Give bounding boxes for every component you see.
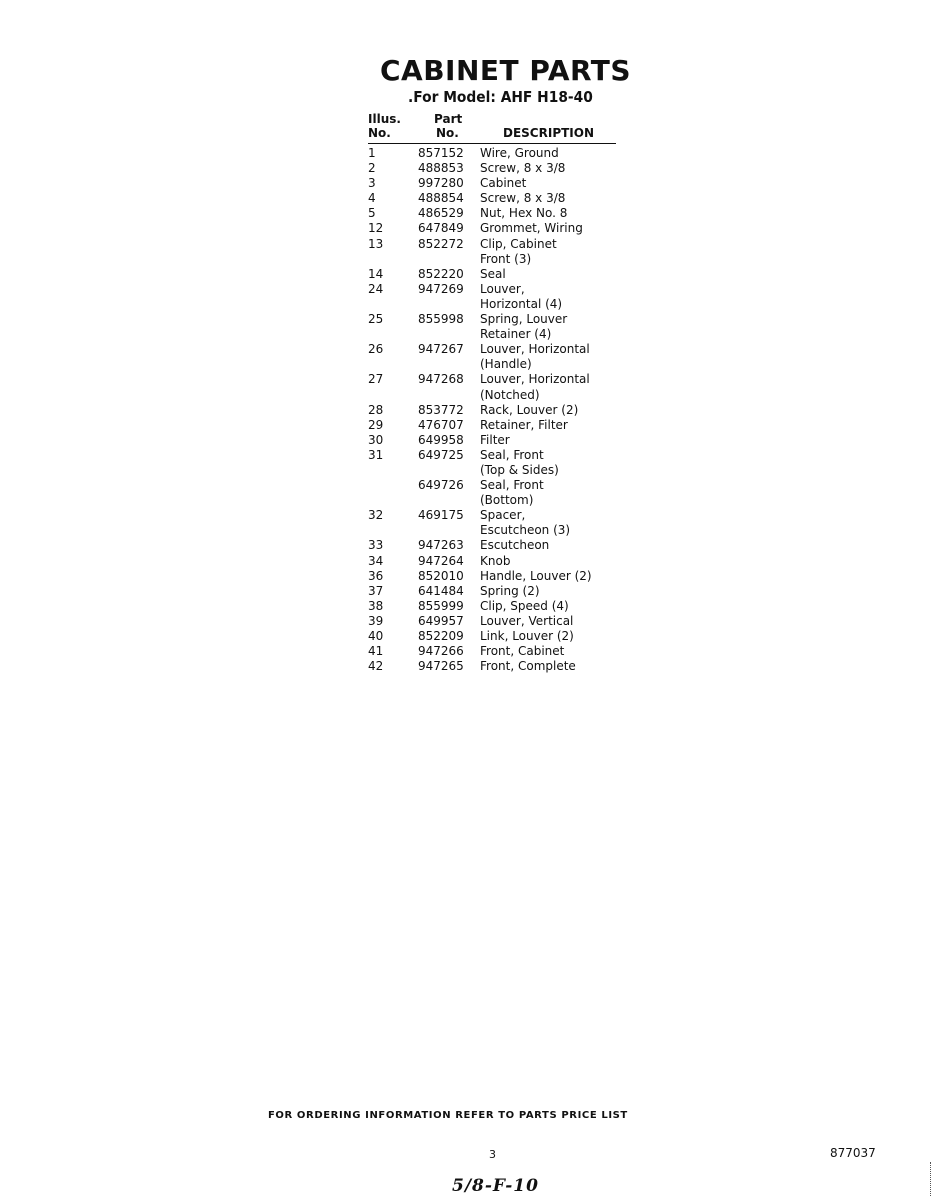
illus-number: 36	[368, 568, 384, 583]
parts-row	[368, 554, 618, 569]
parts-row	[368, 267, 618, 282]
parts-row	[368, 312, 618, 342]
part-description: Front, Complete	[480, 659, 576, 674]
column-header-part-line2: No.	[436, 126, 459, 140]
illus-number: 4	[368, 191, 376, 206]
illus-number: 37	[368, 583, 384, 598]
part-number: 947268	[418, 372, 464, 387]
part-description: Clip, Cabinet Front (3)	[480, 236, 557, 266]
illus-number: 28	[368, 402, 384, 417]
parts-row	[368, 418, 618, 433]
part-number: 947265	[418, 659, 464, 674]
parts-row	[368, 221, 618, 236]
part-number: 855999	[418, 598, 464, 613]
illus-number: 40	[368, 629, 384, 643]
part-number: 857152	[418, 146, 464, 160]
parts-row	[368, 569, 618, 584]
illus-number: 2	[368, 161, 376, 176]
parts-row	[368, 282, 618, 312]
part-number: 852010	[418, 568, 464, 583]
parts-row	[368, 191, 618, 206]
parts-row	[368, 433, 618, 448]
parts-row	[368, 659, 618, 674]
column-header-part-line1: Part	[434, 112, 463, 126]
part-description: Screw, 8 x 3/8	[480, 191, 566, 206]
handwritten-code: 5/8-F-10	[452, 1176, 539, 1196]
part-number: 853772	[418, 402, 464, 417]
parts-list	[368, 146, 618, 674]
parts-row	[368, 478, 618, 508]
part-number: 947266	[418, 644, 464, 659]
part-description: Seal	[480, 266, 506, 281]
part-description: Seal, Front (Bottom)	[480, 478, 544, 508]
part-description: Louver, Horizontal (Handle)	[480, 342, 590, 372]
part-description: Filter	[480, 432, 510, 447]
part-number: 649958	[418, 432, 464, 447]
part-description: Cabinet	[480, 176, 527, 191]
parts-row	[368, 644, 618, 659]
illus-number: 31	[368, 447, 384, 462]
parts-row	[368, 146, 618, 161]
page-title: CABINET PARTS	[380, 54, 632, 87]
part-description: Retainer, Filter	[480, 417, 568, 432]
part-number: 947267	[418, 342, 464, 357]
illus-number: 27	[368, 372, 384, 387]
parts-row	[368, 176, 618, 191]
part-description: Louver, Horizontal (4)	[480, 281, 563, 311]
column-header-description: DESCRIPTION	[503, 126, 595, 140]
illus-number: 41	[368, 644, 384, 659]
parts-row	[368, 508, 618, 538]
column-header-illus-line2: No.	[368, 126, 391, 140]
parts-row	[368, 614, 618, 629]
document-number: 877037	[830, 1146, 876, 1160]
part-number: 486529	[418, 206, 464, 221]
parts-row	[368, 403, 618, 418]
parts-row	[368, 629, 618, 644]
illus-number: 25	[368, 312, 384, 327]
part-description: Spring (2)	[480, 583, 540, 598]
illus-number: 12	[368, 221, 384, 236]
part-number: 947263	[418, 538, 464, 553]
illus-number: 32	[368, 508, 384, 523]
part-description: Wire, Ground	[480, 146, 559, 160]
parts-row	[368, 342, 618, 372]
part-number: 947264	[418, 553, 464, 568]
illus-number: 39	[368, 613, 384, 628]
illus-number: 5	[368, 206, 376, 221]
part-description: Spring, Louver Retainer (4)	[480, 312, 568, 342]
parts-row	[368, 584, 618, 599]
illus-number: 14	[368, 266, 384, 281]
parts-row	[368, 237, 618, 267]
header-rule	[368, 143, 616, 144]
illus-number: 24	[368, 281, 384, 296]
part-description: Knob	[480, 553, 511, 568]
parts-row	[368, 538, 618, 553]
part-description: Handle, Louver (2)	[480, 568, 592, 583]
part-description: Grommet, Wiring	[480, 221, 583, 236]
part-number: 469175	[418, 508, 464, 523]
part-description: Seal, Front (Top & Sides)	[480, 447, 559, 477]
illus-number: 38	[368, 598, 384, 613]
part-description: Louver, Vertical	[480, 613, 574, 628]
column-header-illus	[368, 112, 401, 140]
parts-row	[368, 599, 618, 614]
parts-row	[368, 161, 618, 176]
part-number: 855998	[418, 312, 464, 327]
part-number: 641484	[418, 583, 464, 598]
model-subtitle: .For Model: AHF H18-40	[408, 88, 593, 106]
ordering-note: FOR ORDERING INFORMATION REFER TO PARTS PRICE LIST	[268, 1110, 628, 1121]
parts-row	[368, 372, 618, 402]
part-number: 476707	[418, 417, 464, 432]
part-number: 647849	[418, 221, 464, 236]
part-description: Screw, 8 x 3/8	[480, 161, 566, 176]
part-description: Rack, Louver (2)	[480, 402, 579, 417]
part-number: 488854	[418, 191, 464, 206]
illus-number: 26	[368, 342, 384, 357]
part-description: Nut, Hex No. 8	[480, 206, 568, 221]
illus-number: 42	[368, 659, 384, 674]
illus-number: 3	[368, 176, 376, 191]
part-description: Link, Louver (2)	[480, 629, 574, 643]
page-number: 3	[489, 1148, 496, 1161]
part-number: 649726	[418, 478, 464, 493]
parts-row	[368, 206, 618, 221]
illus-number: 1	[368, 146, 376, 160]
part-number: 649725	[418, 447, 464, 462]
scan-edge-mark	[930, 1162, 932, 1196]
part-number: 488853	[418, 161, 464, 176]
part-description: Front, Cabinet	[480, 644, 565, 659]
part-description: Louver, Horizontal (Notched)	[480, 372, 590, 402]
part-description: Escutcheon	[480, 538, 550, 553]
illus-number: 13	[368, 236, 384, 251]
part-description: Spacer, Escutcheon (3)	[480, 508, 571, 538]
part-description: Clip, Speed (4)	[480, 598, 569, 613]
illus-number: 33	[368, 538, 384, 553]
part-number: 997280	[418, 176, 464, 191]
illus-number: 30	[368, 432, 384, 447]
part-number: 852209	[418, 629, 464, 643]
illus-number: 29	[368, 417, 384, 432]
parts-row	[368, 448, 618, 478]
column-header-part	[420, 112, 462, 140]
column-header-illus-line1: Illus.	[368, 112, 401, 126]
part-number: 649957	[418, 613, 464, 628]
part-number: 852220	[418, 266, 464, 281]
part-number: 852272	[418, 236, 464, 251]
illus-number: 34	[368, 553, 384, 568]
part-number: 947269	[418, 281, 464, 296]
